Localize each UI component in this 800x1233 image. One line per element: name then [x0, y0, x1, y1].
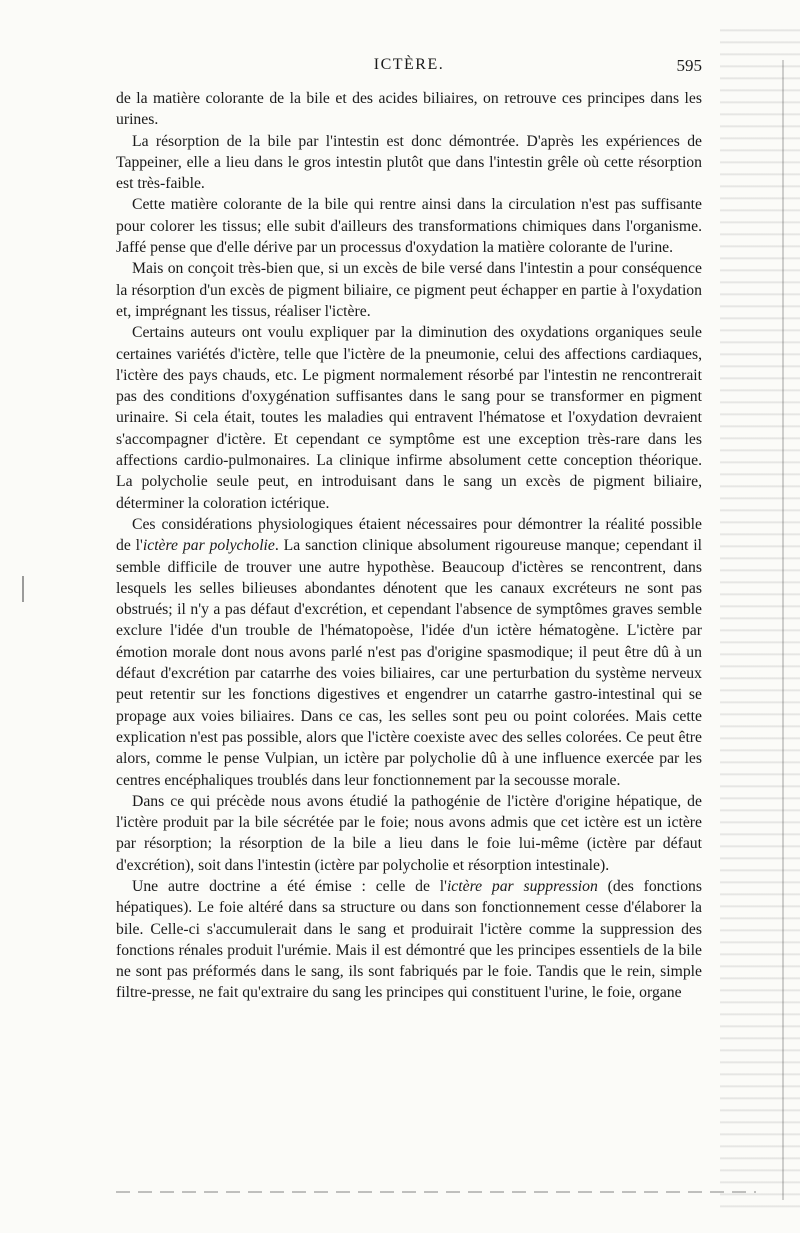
margin-mark: [22, 576, 24, 602]
page-number: 595: [676, 56, 702, 75]
paragraph-text: Certains auteurs ont voulu expliquer par la diminution des oxydations organiques seule certaines variétés d'ictère, telle que l'ictère de la pneumonie, celui des affections cardiaques, l'ictère des pays chauds, etc. Le pigment normalement résorbé par l'intestin ne rencontrerait pas des conditions d'oxygénation suffisantes dans le sang pour se transformer en pigment urinaire. Si cela était, toutes les maladies qui entravent l'hématose et l'oxydation devraient s'accompagner d'ictère. Et cependant ce symptôme est une exception très-rare dans les affections cardio-pulmonaires. La clinique infirme absolument cette conception théorique. La polycholie seule peut, en introduisant dans le sang un excès de pigment biliaire, déterminer la coloration ictérique.: [116, 324, 702, 512]
paragraph-text: de la matière colorante de la bile et des acides biliaires, on retrouve ces principes dans les urines.: [116, 90, 702, 129]
paragraph-text: Mais on conçoit très-bien que, si un excès de bile versé dans l'intestin a pour conséquence la résorption d'un excès de pigment biliaire, ce pigment peut échapper en partie à l'oxydation et, imprégnant les tissus, réaliser l'ictère.: [116, 260, 702, 320]
italic-term: ictère par suppression: [446, 877, 598, 895]
page-header: [116, 56, 702, 82]
paragraph-text: Ces considérations physiologiques étaient nécessaires pour démontrer la réalité possible de l': [116, 515, 702, 555]
scan-bottom-artifacts: [116, 1191, 756, 1193]
paragraph: [116, 791, 702, 876]
italic-term: ictère par polycholie: [142, 537, 275, 555]
paragraph: [116, 876, 702, 1004]
scan-edge-artifacts: [720, 20, 800, 1210]
paragraph: [116, 131, 702, 195]
paragraph: [116, 258, 702, 322]
paragraph: [116, 88, 702, 131]
paragraph: [116, 194, 702, 258]
paragraph: [116, 322, 702, 514]
paragraph-text: Cette matière colorante de la bile qui rentre ainsi dans la circulation n'est pas suffisante pour colorer les tissus; elle subit d'ailleurs des transformations chimiques dans l'organisme. Jaffé pense que d'elle dérive par un processus d'oxydation la matière colorante de l'urine.: [116, 196, 702, 257]
paragraph-text: . La sanction clinique absolument rigoureuse manque; cependant il semble difficile de trouver une autre hypothèse. Beaucoup d'ictères se rencontrent, dans lesquels les selles bilieuses abondantes dénotent que les canaux excréteurs ne sont pas obstrués; il n'y a pas défaut d'excrétion, et cependant l'absence de symptômes graves semble exclure l'idée d'un trouble de l'hématopoèse, l'idée d'un ictère hématogène. L'ictère par émotion morale dont nous avons parlé n'est pas d'origine spasmodique; il peut être dû à un défaut d'excrétion par catarrhe des voies biliaires, car une perturbation du système nerveux peut retentir sur les fonctions digestives et engendrer un catarrhe gastro-intestinal qui se propage aux voies biliaires. Dans ce cas, les selles sont peu ou point colorées. Mais cette explication n'est pas possible, alors que l'ictère coexiste avec des selles colorées. Ce peut être alors, comme le pense Vulpian, un ictère par polycholie dû à une influence exercée par les centres encéphaliques troublés dans leur fonctionnement par la secousse morale.: [116, 537, 703, 789]
paragraph-text: (des fonctions hépatiques). Le foie altéré dans sa structure ou dans son fonctionnement cesse d'élaborer la bile. Celle-ci s'accumulerait dans le sang et produirait l'ictère comme la suppression des fonctions rénales produit l'urémie. Mais il est démontré que les principes essentiels de la bile ne sont pas préformés dans le sang, ils sont fabriqués par le foie. Tandis que le rein, simple filtre-presse, ne fait qu'extraire du sang les principes qui constituent l'urine, le foie, organe: [116, 877, 702, 1002]
paragraph-text: Une autre doctrine a été émise : celle de l': [132, 877, 447, 895]
running-title: ICTÈRE.: [373, 56, 445, 73]
paragraph-text: La résorption de la bile par l'intestin est donc démontrée. D'après les expériences de Tappeiner, elle a lieu dans le gros intestin plutôt que dans l'intestin grêle où cette résorption est très-faible.: [116, 132, 702, 193]
paragraph-text: Dans ce qui précède nous avons étudié la pathogénie de l'ictère d'origine hépatique, de l'ictère produit par la bile sécrétée par le foie; nous avons admis que cet ictère est un ictère par résorption; la résorption de la bile a lieu dans le foie lui-même (ictère par défaut d'excrétion), soit dans l'intestin (ictère par polycholie et résorption intestinale).: [116, 792, 702, 874]
paragraph: [116, 514, 702, 791]
scan-edge-line: [782, 60, 784, 1200]
body-text: [116, 88, 702, 1004]
